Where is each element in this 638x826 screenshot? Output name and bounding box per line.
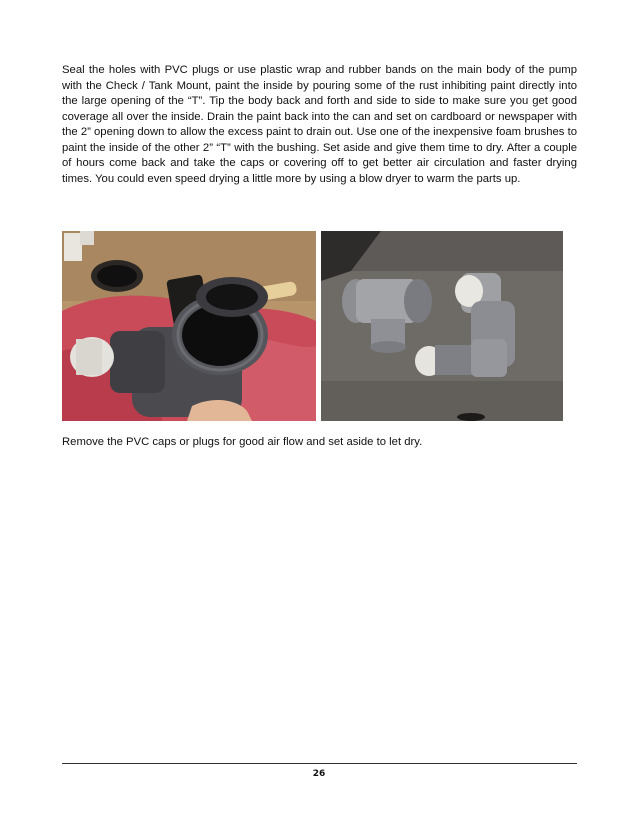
photo-parts-drying: [321, 231, 563, 421]
photo-painting-pipe-tee: [62, 231, 316, 421]
caption-paragraph: Remove the PVC caps or plugs for good air flow and set aside to let dry.: [62, 436, 423, 448]
footer-divider: [62, 763, 577, 764]
page-number: 26: [312, 769, 326, 779]
instruction-paragraph: Seal the holes with PVC plugs or use plastic wrap and rubber bands on the main body of the pump with the Check / Tank Mount, paint the inside by pouring some of the rust inhibiting paint directly into the large opening of the “T”. Tip the body back and forth and side to side to make sure you get good coverage all over the inside. Drain the paint back into the can and set on cardboard or newspaper with the 2” opening down to allow the excess paint to drain out. Use one of the inexpensive foam brushes to paint the inside of the other 2” “T” with the bushing. Set aside and give them time to dry. After a couple of hours come back and take the caps or covering off to get better air circulation and faster drying times. You could even speed drying a little more by using a blow dryer to warm the parts up.: [62, 64, 577, 185]
